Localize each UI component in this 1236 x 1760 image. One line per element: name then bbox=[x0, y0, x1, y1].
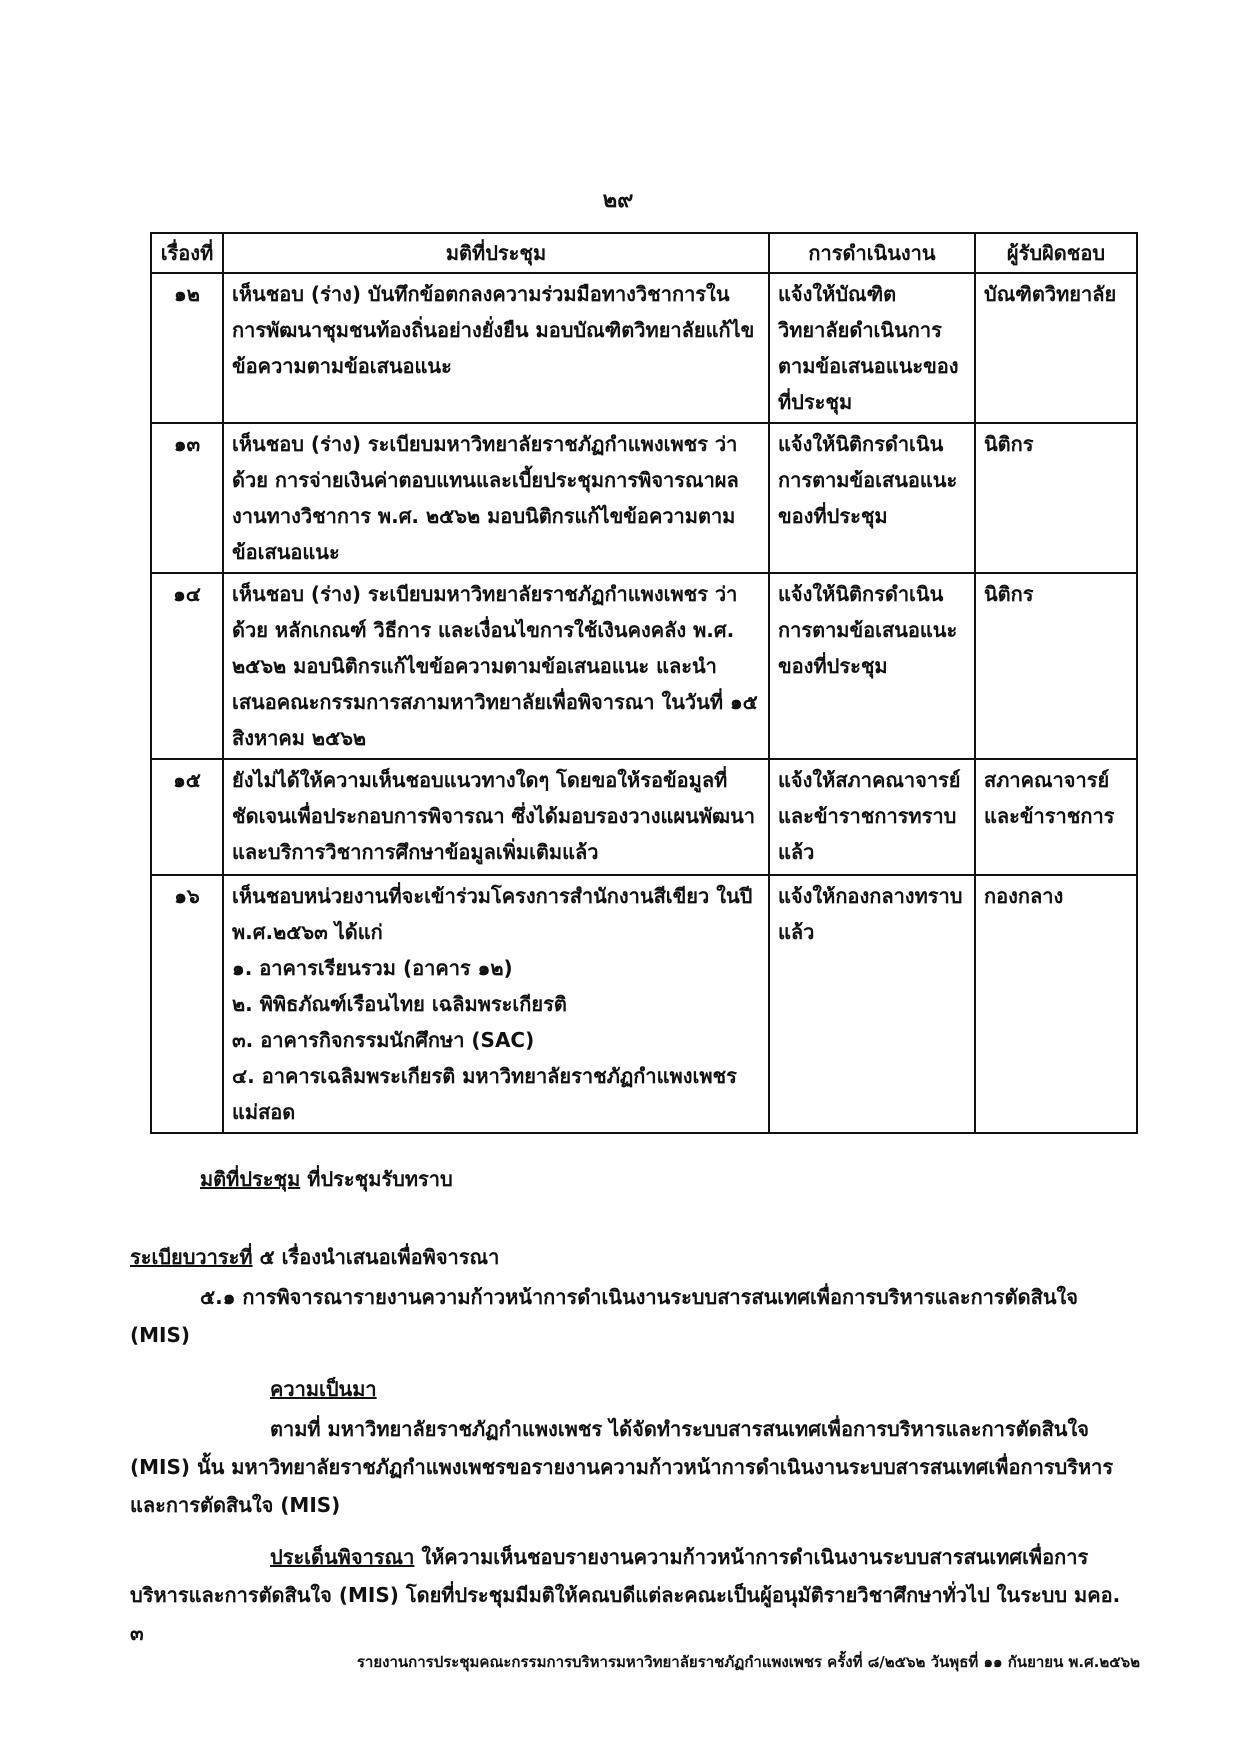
agenda-label: ระเบียบวาระที่ bbox=[130, 1245, 253, 1269]
row-no: ๑๕ bbox=[151, 759, 223, 875]
list-item: ๓. อาคารกิจกรรมนักศึกษา (SAC) bbox=[232, 1028, 535, 1052]
background-heading bbox=[270, 1370, 670, 1408]
table-row bbox=[151, 875, 1137, 1133]
row-resolution: เห็นชอบ (ร่าง) บันทึกข้อตกลงความร่วมมือทางวิชาการในการพัฒนาชุมชนท้องถิ่นอย่างยั่งยืน มอบบัณฑิตวิทยาลัยแก้ไขข้อความตามข้อเสนอแนะ bbox=[223, 273, 769, 423]
page-footer: รายงานการประชุมคณะกรรมการบริหารมหาวิทยาลัยราชภัฏกำแพงเพชร ครั้งที่ ๘/๒๕๖๒ วันพุธที่ ๑๑ กันยายน พ.ศ.๒๕๖๒ bbox=[356, 1653, 1140, 1671]
table-header-row bbox=[151, 233, 1137, 273]
header-no: เรื่องที่ bbox=[151, 233, 223, 273]
row-action: แจ้งให้นิติกรดำเนินการตามข้อเสนอแนะของที่ประชุม bbox=[769, 573, 975, 759]
header-action: การดำเนินงาน bbox=[769, 233, 975, 273]
table-row bbox=[151, 759, 1137, 875]
issue-label: ประเด็นพิจารณา bbox=[270, 1545, 415, 1569]
list-item: ๔. อาคารเฉลิมพระเกียรติ มหาวิทยาลัยราชภัฏกำแพงเพชร แม่สอด bbox=[232, 1064, 737, 1124]
background-label: ความเป็นมา bbox=[270, 1377, 377, 1401]
row-resolution: เห็นชอบ (ร่าง) ระเบียบมหาวิทยาลัยราชภัฏกำแพงเพชร ว่าด้วย หลักเกณฑ์ วิธีการ และเงื่อนไขการใช้เงินคงคลัง พ.ศ. ๒๕๖๒ มอบนิติกรแก้ไขข้อความตามข้อเสนอแนะ และนำเสนอคณะกรรมการสภามหาวิทยาลัยเพื่อพิจารณา ในวันที่ ๑๕ สิงหาคม ๒๕๖๒ bbox=[223, 573, 769, 759]
agenda-line bbox=[130, 1238, 1140, 1276]
list-item: ๑. อาคารเรียนรวม (อาคาร ๑๒) bbox=[232, 956, 513, 980]
item-title: ๕.๑ การพิจารณารายงานความก้าวหน้าการดำเนินงานระบบสารสนเทศเพื่อการบริหารและการตัดสินใจ (MIS) bbox=[130, 1285, 1078, 1347]
row-responsible: นิติกร bbox=[975, 423, 1137, 573]
background-paragraph: ตามที่ มหาวิทยาลัยราชภัฏกำแพงเพชร ได้จัดทำระบบสารสนเทศเพื่อการบริหารและการตัดสินใจ (MIS) นั้น มหาวิทยาลัยราชภัฏกำแพงเพชรขอรายงานความก้าวหน้าการดำเนินงานระบบสารสนเทศเพื่อการบริหารและการตัดสินใจ (MIS) bbox=[130, 1417, 1114, 1517]
resolutions-table bbox=[150, 232, 1138, 1134]
row-resolution: เห็นชอบ (ร่าง) ระเบียบมหาวิทยาลัยราชภัฏกำแพงเพชร ว่าด้วย การจ่ายเงินค่าตอบแทนและเบี้ยประชุมการพิจารณาผลงานทางวิชาการ พ.ศ. ๒๕๖๒ มอบนิติกรแก้ไขข้อความตามข้อเสนอแนะ bbox=[223, 423, 769, 573]
row-no: ๑๒ bbox=[151, 273, 223, 423]
table-row bbox=[151, 423, 1137, 573]
row-no: ๑๔ bbox=[151, 573, 223, 759]
page-number: ๒๙ bbox=[602, 188, 634, 213]
row-responsible: สภาคณาจารย์และข้าราชการ bbox=[975, 759, 1137, 875]
row-resolution: ยังไม่ได้ให้ความเห็นชอบแนวทางใดๆ โดยขอให้รอข้อมูลที่ชัดเจนเพื่อประกอบการพิจารณา ซึ่งได้มอบรองวางแผนพัฒนาและบริการวิชาการศึกษาข้อมูลเพิ่มเติมแล้ว bbox=[223, 759, 769, 875]
row-resolution bbox=[223, 875, 769, 1133]
resolution-text: ที่ประชุมรับทราบ bbox=[307, 1167, 453, 1191]
row-responsible: บัณฑิตวิทยาลัย bbox=[975, 273, 1137, 423]
header-resolution: มติที่ประชุม bbox=[223, 233, 769, 273]
row-action: แจ้งให้กองกลางทราบแล้ว bbox=[769, 875, 975, 1133]
row-no: ๑๓ bbox=[151, 423, 223, 573]
agenda-text: ๕ เรื่องนำเสนอเพื่อพิจารณา bbox=[259, 1245, 500, 1269]
row-action: แจ้งให้นิติกรดำเนินการตามข้อเสนอแนะของที่ประชุม bbox=[769, 423, 975, 573]
row-no: ๑๖ bbox=[151, 875, 223, 1133]
issue-paragraph bbox=[130, 1538, 1140, 1652]
resolution-intro: เห็นชอบหน่วยงานที่จะเข้าร่วมโครงการสำนักงานสีเขียว ในปี พ.ศ.๒๕๖๓ ได้แก่ bbox=[232, 884, 753, 944]
resolution-line bbox=[200, 1160, 1210, 1198]
issue-text: ให้ความเห็นชอบรายงานความก้าวหน้าการดำเนินงานระบบสารสนเทศเพื่อการบริหารและการตัดสินใจ (MIS) โดยที่ประชุมมีมติให้คณบดีแต่ละคณะเป็นผู้อนุมัติรายวิชาศึกษาทั่วไป ในระบบ มคอ. ๓ bbox=[130, 1545, 1121, 1645]
row-responsible: กองกลาง bbox=[975, 875, 1137, 1133]
row-action: แจ้งให้สภาคณาจารย์และข้าราชการทราบแล้ว bbox=[769, 759, 975, 875]
row-responsible: นิติกร bbox=[975, 573, 1137, 759]
resolution-label: มติที่ประชุม bbox=[200, 1167, 301, 1191]
list-item: ๒. พิพิธภัณฑ์เรือนไทย เฉลิมพระเกียรติ bbox=[232, 992, 567, 1016]
row-action: แจ้งให้บัณฑิตวิทยาลัยดำเนินการตามข้อเสนอแนะของที่ประชุม bbox=[769, 273, 975, 423]
table-row bbox=[151, 573, 1137, 759]
table-row bbox=[151, 273, 1137, 423]
header-responsible: ผู้รับผิดชอบ bbox=[975, 233, 1137, 273]
